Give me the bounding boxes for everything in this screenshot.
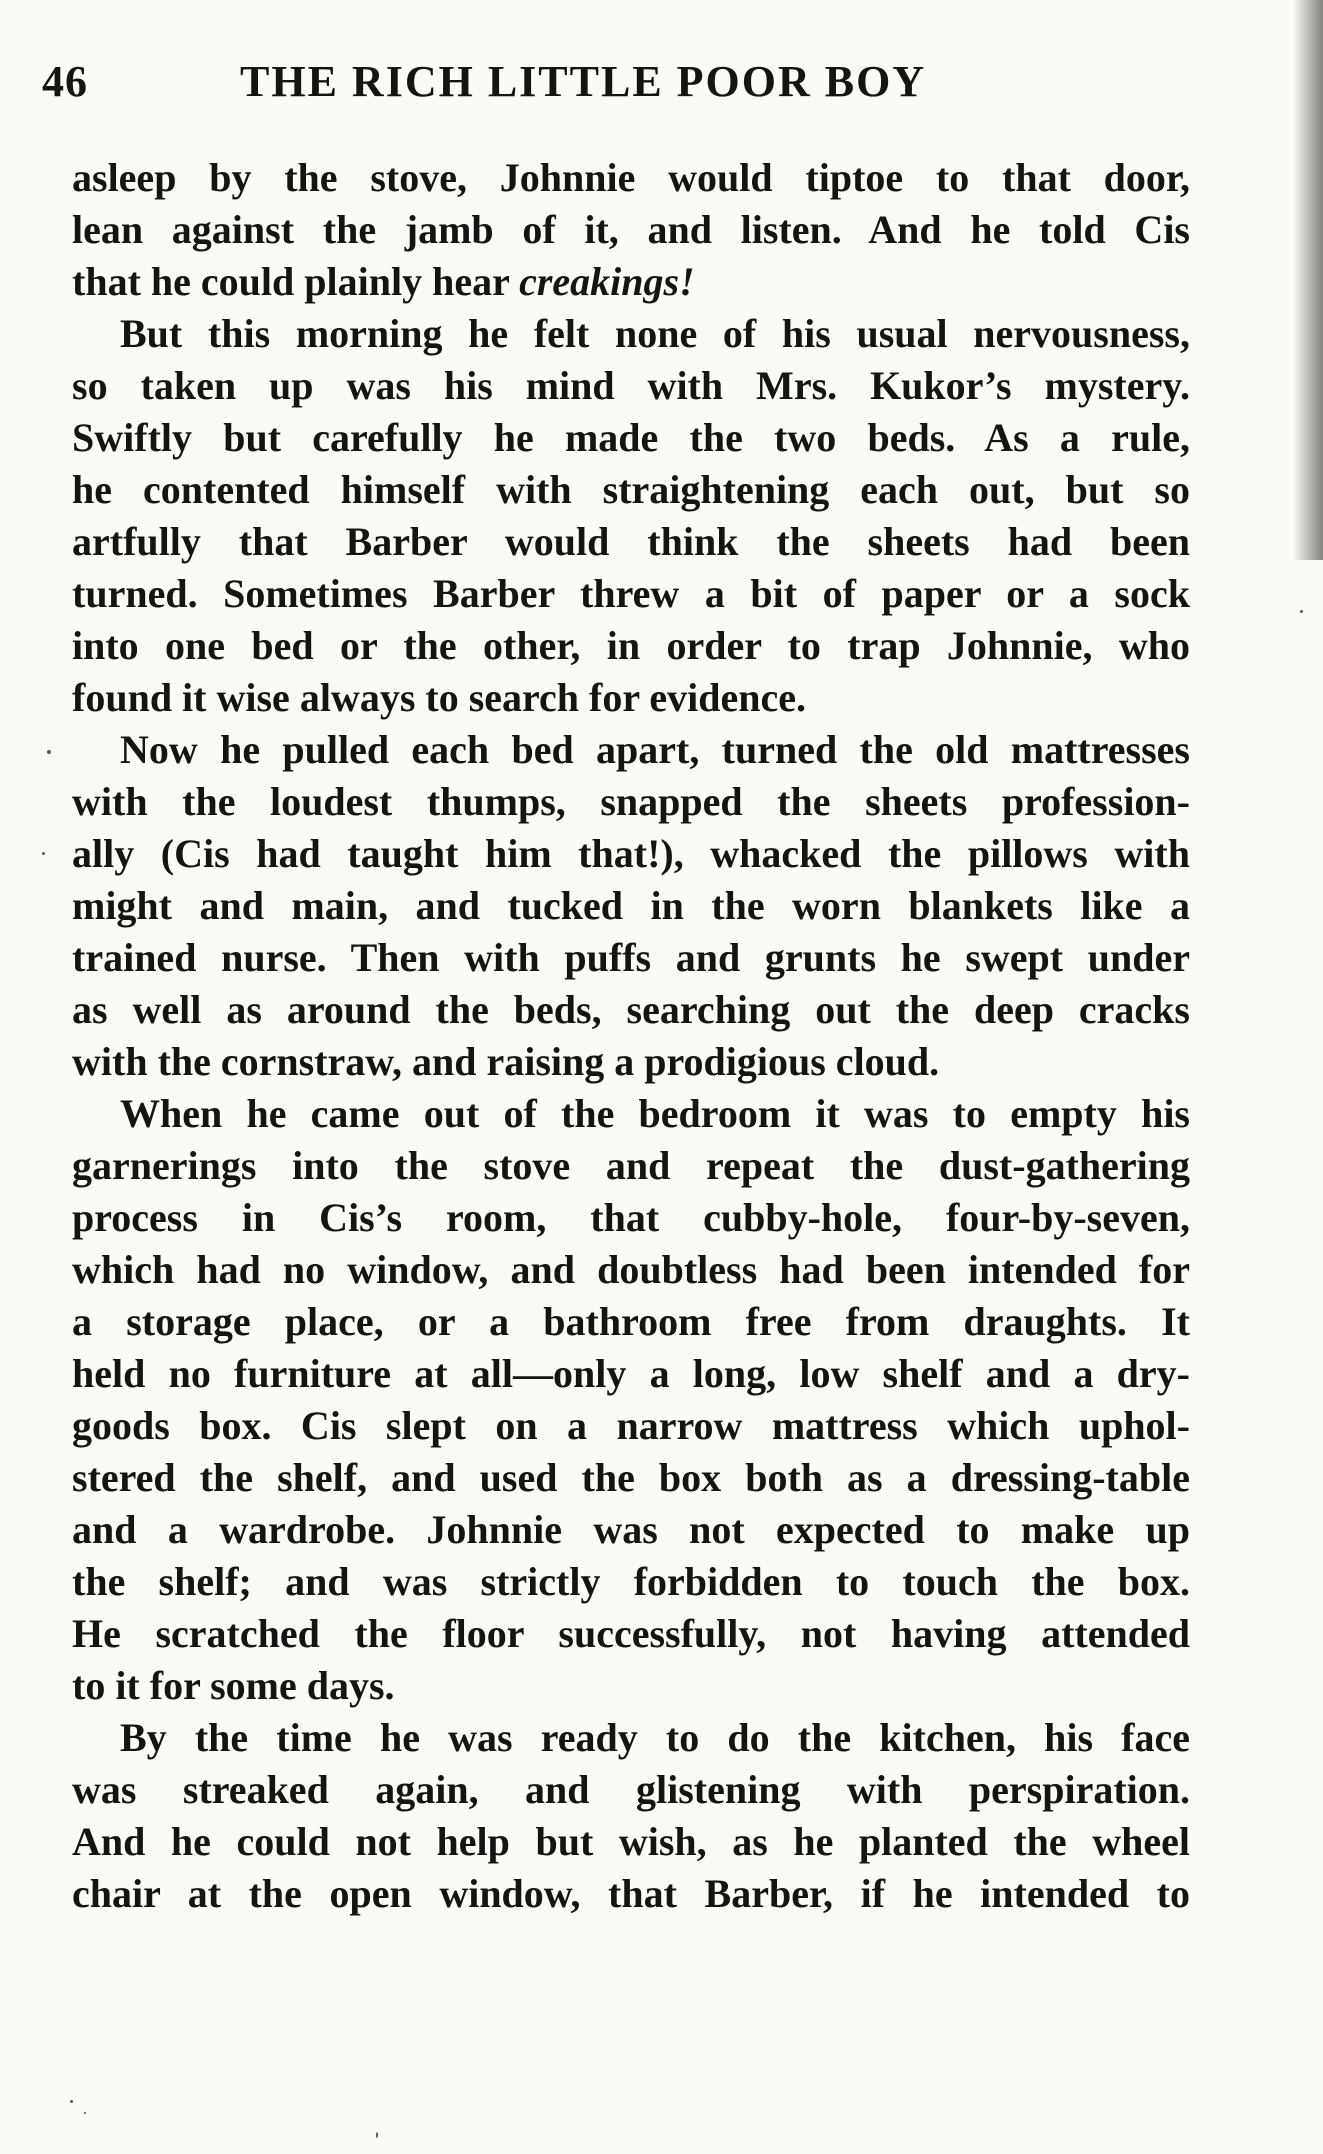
text-line: goods box. Cis slept on a narrow mattress which uphol- [72, 1403, 1190, 1448]
text-line: held no furniture at all—only a long, low shelf and a dry- [72, 1351, 1190, 1396]
running-title: THE RICH LITTLE POOR BOY [240, 57, 927, 106]
page-edge-shadow [1293, 0, 1323, 560]
text-line: into one bed or the other, in order to trap Johnnie, who [72, 623, 1190, 668]
page-number: 46 [42, 57, 88, 106]
text-line: was streaked again, and glistening with perspiration. [72, 1767, 1190, 1812]
emphasis-word: creakings! [519, 259, 695, 304]
text-line: chair at the open window, that Barber, if he intended to [72, 1871, 1190, 1916]
text-line: garnerings into the stove and repeat the dust-gathering [72, 1143, 1190, 1188]
text-line: which had no window, and doubtless had been intended for [72, 1247, 1190, 1292]
print-speck [1300, 610, 1303, 613]
text-line: asleep by the stove, Johnnie would tiptoe to that door, [72, 155, 1190, 200]
text-line: trained nurse. Then with puffs and grunts he swept under [72, 935, 1190, 980]
text-line: turned. Sometimes Barber threw a bit of paper or a sock [72, 571, 1190, 616]
text-line: Swiftly but carefully he made the two beds. As a rule, [72, 415, 1190, 460]
body-text [72, 152, 1190, 1920]
print-speck [70, 2100, 73, 2103]
paragraph-first-line: But this morning he felt none of his usual nervousness, [120, 311, 1190, 356]
text-line: the shelf; and was strictly forbidden to touch the box. [72, 1559, 1190, 1604]
print-speck [42, 852, 45, 855]
text-line [72, 256, 1190, 308]
paragraph-first-line: When he came out of the bedroom it was to empty his [120, 1091, 1190, 1136]
text-line: to it for some days. [72, 1663, 395, 1708]
text-run: that he could plainly hear [72, 259, 520, 304]
running-head [42, 56, 1042, 116]
text-line: And he could not help but wish, as he planted the wheel [72, 1819, 1190, 1864]
text-line: he contented himself with straightening each out, but so [72, 467, 1190, 512]
text-line: process in Cis’s room, that cubby-hole, four-by-seven, [72, 1195, 1190, 1240]
text-line: and a wardrobe. Johnnie was not expected to make up [72, 1507, 1190, 1552]
text-line: might and main, and tucked in the worn blankets like a [72, 883, 1190, 928]
text-line: ally (Cis had taught him that!), whacked the pillows with [72, 831, 1190, 876]
paragraph-first-line: Now he pulled each bed apart, turned the old mattresses [120, 727, 1190, 772]
print-speck [84, 2112, 86, 2114]
text-line: stered the shelf, and used the box both as a dressing-table [72, 1455, 1190, 1500]
text-line: lean against the jamb of it, and listen. And he told Cis [72, 207, 1190, 252]
text-line: with the cornstraw, and raising a prodigious cloud. [72, 1039, 940, 1084]
text-line: artfully that Barber would think the sheets had been [72, 519, 1190, 564]
text-line: so taken up was his mind with Mrs. Kukor’s mystery. [72, 363, 1190, 408]
text-line: found it wise always to search for evidence. [72, 675, 807, 720]
text-line: He scratched the floor successfully, not having attended [72, 1611, 1190, 1656]
print-speck [47, 750, 51, 754]
print-speck [376, 2132, 378, 2138]
text-line: a storage place, or a bathroom free from draughts. It [72, 1299, 1190, 1344]
text-line: as well as around the beds, searching out the deep cracks [72, 987, 1190, 1032]
text-line: with the loudest thumps, snapped the sheets profession- [72, 779, 1190, 824]
paragraph-first-line: By the time he was ready to do the kitchen, his face [120, 1715, 1190, 1760]
